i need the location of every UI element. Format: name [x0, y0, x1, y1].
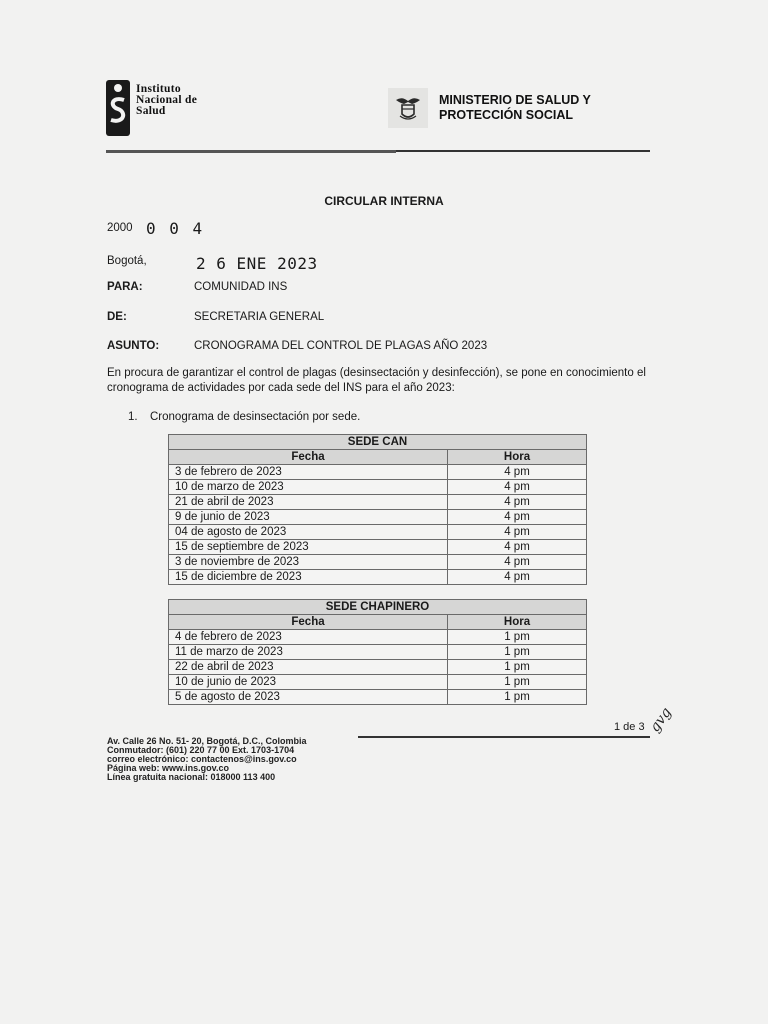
schedule-table-can: [168, 434, 587, 585]
table-row: [169, 690, 587, 705]
footer-phone: Conmutador: (601) 220 77 00 Ext. 1703-1704: [107, 745, 295, 755]
table-row: [169, 480, 587, 495]
fecha-cell: 9 de junio de 2023: [169, 510, 448, 525]
table-row: [169, 645, 587, 660]
column-header-hora: Hora: [448, 615, 587, 630]
para-label: PARA:: [107, 281, 143, 293]
colombia-crest-icon: [392, 92, 424, 124]
fecha-cell: 4 de febrero de 2023: [169, 630, 448, 645]
list-item-number: 1.: [128, 411, 138, 423]
asunto-label: ASUNTO:: [107, 340, 160, 352]
ins-logo-icon: [106, 80, 130, 136]
list-item: [128, 411, 360, 423]
ins-name-line: Nacional de: [136, 94, 198, 106]
schedule-table-chapinero: [168, 599, 587, 705]
hora-cell: 4 pm: [448, 555, 587, 570]
ministry-name-line: PROTECCIÓN SOCIAL: [439, 108, 574, 122]
footer-address: Av. Calle 26 No. 51- 20, Bogotá, D.C., Colombia: [107, 736, 307, 746]
hora-cell: 1 pm: [448, 690, 587, 705]
column-header-fecha: Fecha: [169, 615, 448, 630]
fecha-cell: 3 de febrero de 2023: [169, 465, 448, 480]
city-label: Bogotá,: [107, 255, 147, 267]
fecha-cell: 15 de septiembre de 2023: [169, 540, 448, 555]
fecha-cell: 15 de diciembre de 2023: [169, 570, 448, 585]
table-row: [169, 465, 587, 480]
hora-cell: 4 pm: [448, 465, 587, 480]
ins-name-line: Instituto: [136, 83, 181, 95]
hora-cell: 1 pm: [448, 630, 587, 645]
hora-cell: 4 pm: [448, 480, 587, 495]
column-header-fecha: Fecha: [169, 450, 448, 465]
fecha-cell: 10 de junio de 2023: [169, 675, 448, 690]
hora-cell: 4 pm: [448, 570, 587, 585]
hora-cell: 4 pm: [448, 510, 587, 525]
reference-number-stamp: 0 0 4: [146, 219, 205, 238]
asunto-value: CRONOGRAMA DEL CONTROL DE PLAGAS AÑO 2023: [194, 340, 488, 352]
fecha-cell: 21 de abril de 2023: [169, 495, 448, 510]
table-title: SEDE CHAPINERO: [169, 600, 587, 615]
ins-name-line: Salud: [136, 105, 166, 117]
footer-website: Página web: www.ins.gov.co: [107, 763, 230, 773]
date-stamp: 2 6 ENE 2023: [196, 254, 318, 273]
footer-email: correo electrónico: contactenos@ins.gov.co: [107, 754, 297, 764]
table-row: [169, 525, 587, 540]
footer-hotline: Línea gratuita nacional: 018000 113 400: [107, 772, 276, 782]
page-number: 1 de 3: [614, 721, 645, 733]
hora-cell: 1 pm: [448, 645, 587, 660]
ministry-name-line: MINISTERIO DE SALUD Y: [439, 93, 591, 107]
table-row: [169, 570, 587, 585]
ins-name: [136, 84, 197, 117]
header-divider-thick: [106, 150, 396, 153]
fecha-cell: 11 de marzo de 2023: [169, 645, 448, 660]
table-row: [169, 510, 587, 525]
list-item-text: Cronograma de desinsectación por sede.: [150, 411, 361, 423]
de-label: DE:: [107, 311, 127, 323]
hora-cell: 4 pm: [448, 540, 587, 555]
reference-prefix: 2000: [107, 222, 133, 234]
table-row: [169, 630, 587, 645]
fecha-cell: 10 de marzo de 2023: [169, 480, 448, 495]
hora-cell: 1 pm: [448, 675, 587, 690]
document-title: CIRCULAR INTERNA: [324, 194, 444, 208]
handwritten-initials: gvg: [646, 704, 675, 736]
table-row: [169, 555, 587, 570]
footer-contact: [107, 737, 307, 782]
fecha-cell: 3 de noviembre de 2023: [169, 555, 448, 570]
fecha-cell: 04 de agosto de 2023: [169, 525, 448, 540]
table-row: [169, 540, 587, 555]
column-header-hora: Hora: [448, 450, 587, 465]
hora-cell: 4 pm: [448, 495, 587, 510]
table-row: [169, 660, 587, 675]
intro-paragraph: En procura de garantizar el control de plagas (desinsectación y desinfección), se pone en conocimiento el cronograma de actividades por cada sede del INS para el año 2023:: [107, 367, 646, 394]
table-row: [169, 495, 587, 510]
hora-cell: 4 pm: [448, 525, 587, 540]
footer-divider: [358, 736, 650, 738]
de-value: SECRETARIA GENERAL: [194, 311, 325, 323]
table-title: SEDE CAN: [169, 435, 587, 450]
ministry-name: [439, 93, 591, 123]
fecha-cell: 22 de abril de 2023: [169, 660, 448, 675]
hora-cell: 1 pm: [448, 660, 587, 675]
para-value: COMUNIDAD INS: [194, 281, 288, 293]
table-row: [169, 675, 587, 690]
fecha-cell: 5 de agosto de 2023: [169, 690, 448, 705]
